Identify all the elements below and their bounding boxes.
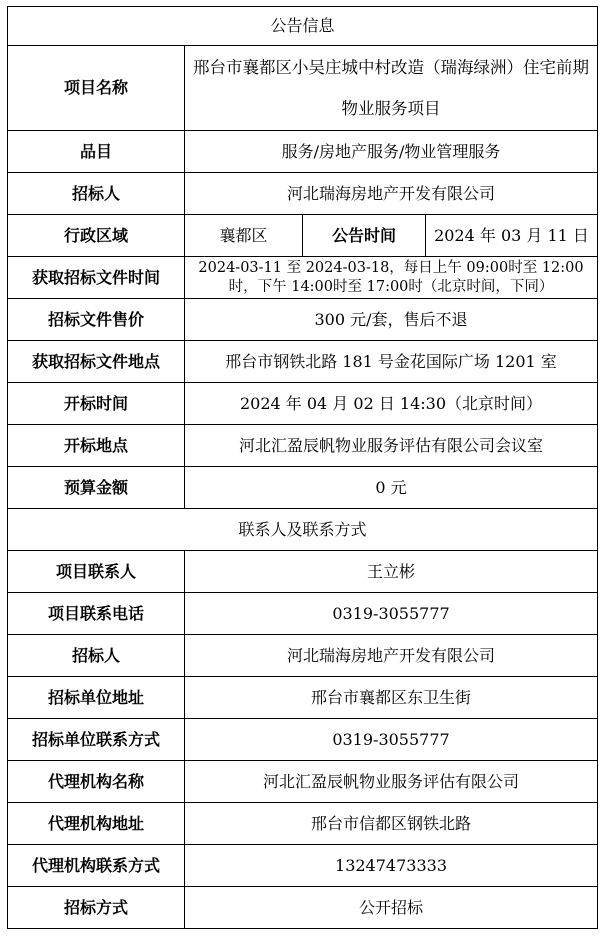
contact-row [8,719,598,761]
contact-row [8,677,598,719]
contact-row [8,761,598,803]
contact-row [8,551,598,593]
contact-label: 招标方式 [8,887,185,929]
open-place-label: 开标地点 [8,425,185,467]
contact-row [8,635,598,677]
contact-label: 项目联系电话 [8,593,185,635]
tenderer-row [8,173,598,215]
open-time-label: 开标时间 [8,383,185,425]
contact-value: 0319-3055777 [185,719,598,761]
open-place-row [8,425,598,467]
doc-price-row [8,299,598,341]
doc-price-value: 300 元/套，售后不退 [185,299,598,341]
contact-row [8,887,598,929]
contact-label: 招标人 [8,635,185,677]
page-title: 公告信息 [8,7,598,46]
contact-value: 0319-3055777 [185,593,598,635]
doc-price-label: 招标文件售价 [8,299,185,341]
contact-value: 邢台市信都区钢铁北路 [185,803,598,845]
tenderer-label: 招标人 [8,173,185,215]
budget-row [8,467,598,509]
title-row [8,7,598,46]
contact-value: 13247473333 [185,845,598,887]
announce-time-label: 公告时间 [303,215,426,257]
region-value: 襄都区 [185,215,303,257]
category-value: 服务/房地产服务/物业管理服务 [185,131,598,173]
contact-row [8,845,598,887]
project-name-value: 邢台市襄都区小吴庄城中村改造（瑞海绿洲）住宅前期物业服务项目 [185,46,598,131]
category-row [8,131,598,173]
region-label: 行政区域 [8,215,185,257]
contact-value: 王立彬 [185,551,598,593]
contact-label: 项目联系人 [8,551,185,593]
project-name-row [8,46,598,131]
contact-label: 招标单位地址 [8,677,185,719]
contact-row [8,593,598,635]
contact-value: 公开招标 [185,887,598,929]
announcement-table [7,6,598,929]
obtain-time-row [8,257,598,299]
contact-label: 代理机构名称 [8,761,185,803]
contact-value: 河北汇盈辰帆物业服务评估有限公司 [185,761,598,803]
contact-section-row [8,509,598,551]
contact-value: 邢台市襄都区东卫生街 [185,677,598,719]
obtain-place-label: 获取招标文件地点 [8,341,185,383]
obtain-place-row [8,341,598,383]
contact-row [8,803,598,845]
obtain-time-label: 获取招标文件时间 [8,257,185,299]
open-place-value: 河北汇盈辰帆物业服务评估有限公司会议室 [185,425,598,467]
contact-label: 代理机构地址 [8,803,185,845]
announce-time-value: 2024 年 03 月 11 日 [426,215,598,257]
budget-value: 0 元 [185,467,598,509]
open-time-value: 2024 年 04 月 02 日 14:30（北京时间） [185,383,598,425]
project-name-label: 项目名称 [8,46,185,131]
region-row [8,215,598,257]
contact-label: 招标单位联系方式 [8,719,185,761]
contact-label: 代理机构联系方式 [8,845,185,887]
contact-section-title: 联系人及联系方式 [8,509,598,551]
tenderer-value: 河北瑞海房地产开发有限公司 [185,173,598,215]
contact-value: 河北瑞海房地产开发有限公司 [185,635,598,677]
open-time-row [8,383,598,425]
budget-label: 预算金额 [8,467,185,509]
category-label: 品目 [8,131,185,173]
obtain-place-value: 邢台市钢铁北路 181 号金花国际广场 1201 室 [185,341,598,383]
obtain-time-value: 2024-03-11 至 2024-03-18，每日上午 09:00时至 12:00时，下午 14:00时至 17:00时（北京时间，下同） [185,257,598,299]
